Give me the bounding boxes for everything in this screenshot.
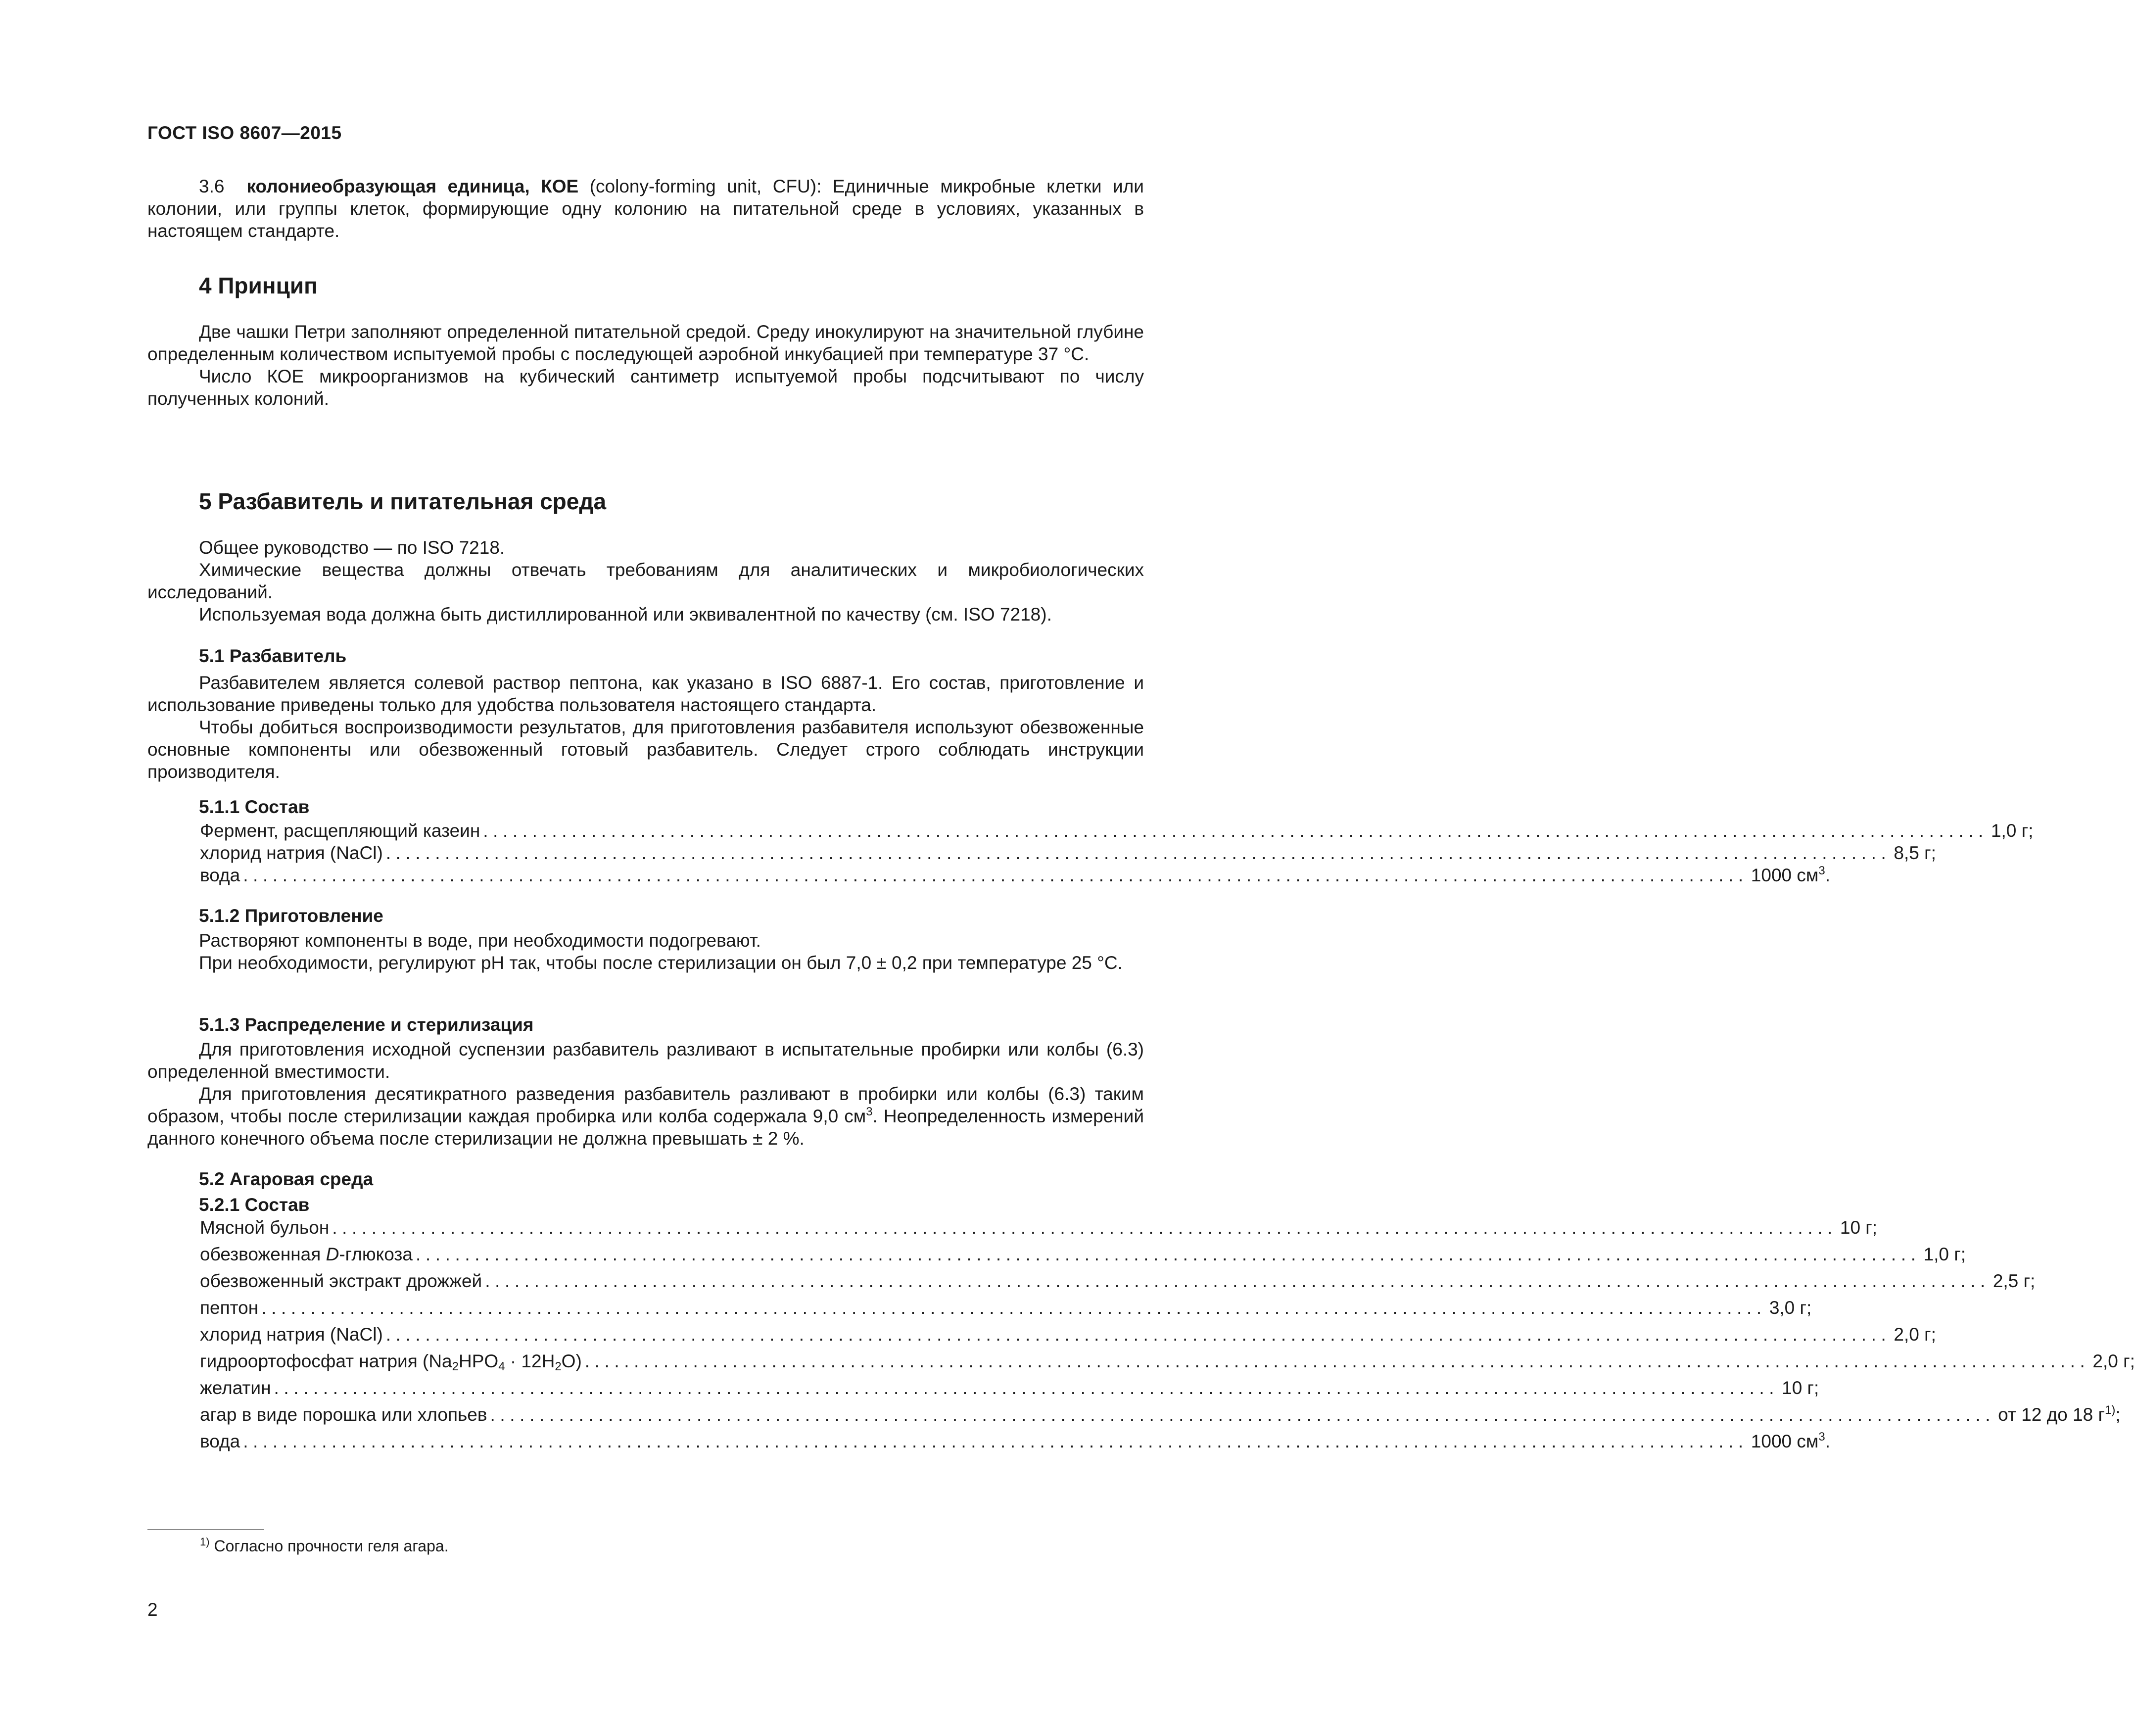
composition-row: [200, 1243, 1966, 1265]
ingredient-name: гидроортофосфат натрия $(Na_2HPO_4 \cdot 12H_2O)$: [200, 1351, 582, 1373]
ingredient-amount: 10 г;: [1782, 1378, 1819, 1398]
composition-row: [200, 1216, 1878, 1239]
leader-dots: .........................................................................................................................................................: [243, 865, 1748, 885]
composition-row: [200, 1377, 1819, 1399]
composition-row: [200, 1403, 2121, 1426]
composition-row: [200, 842, 1936, 864]
ingredient-amount: 10 г;: [1840, 1217, 1878, 1238]
paragraph: Для приготовления исходной суспензии разбавитель разливают в испытательные пробирки или колбы (6.3) определенной вместимости.: [147, 1039, 1144, 1082]
leader-dots: .........................................................................................................................................................: [385, 843, 1891, 863]
ingredient-amount: 2,0 г;: [2092, 1351, 2135, 1371]
section-5-2-title: 5.2 Агаровая среда: [199, 1169, 374, 1189]
footnote-mark: 1): [200, 1536, 210, 1548]
composition-row: [200, 1430, 1830, 1452]
composition-row: [200, 864, 1830, 886]
section-5-title: 5 Разбавитель и питательная среда: [199, 488, 607, 514]
leader-dots: .........................................................................................................................................................: [332, 1217, 1837, 1238]
ingredient-name: хлорид натрия (NaCl): [200, 1324, 383, 1345]
document-header: ГОСТ ISO 8607—2015: [147, 123, 342, 143]
section-5-1-2-body: [147, 929, 1144, 974]
term: колониеобразующая единица, КОЕ: [246, 176, 579, 196]
paragraph: Две чашки Петри заполняют определенной питательной средой. Среду инокулируют на значительной глубине определенным количеством испытуемой пробы с последующей аэробной инкубацией при температуре 37 °С.: [147, 322, 1144, 364]
section-3-6: [147, 175, 1144, 242]
footnote-text: Согласно прочности геля агара.: [209, 1537, 449, 1555]
ingredient-amount: 3,0 г;: [1769, 1298, 1812, 1318]
definition-text: (colony-forming unit, CFU): Единичные микробные клетки или колонии, или группы клеток, формирующие одну колонию на питательной среде в условиях, указанных в настоящем стандарте.: [147, 176, 1144, 241]
paragraph: Число КОЕ микроорганизмов на кубический сантиметр испытуемой пробы подсчитывают по числу полученных колоний.: [147, 366, 1144, 409]
page-number: 2: [147, 1599, 158, 1620]
section-4-body: [147, 321, 1144, 410]
ingredient-amount: 8,5 г;: [1894, 843, 1936, 863]
ingredient-amount: 1000 $см^3$.: [1751, 864, 1830, 885]
ingredient-amount: 1000 $см^3$.: [1751, 1430, 1830, 1451]
ingredient-amount: 2,5 г;: [1993, 1271, 2036, 1291]
composition-row: [200, 820, 2034, 842]
section-4-title: 4 Принцип: [199, 273, 318, 298]
ingredient-amount: от 12 до 18 $г^{1)}$;: [1998, 1403, 2121, 1425]
ingredient-name: вода: [200, 865, 240, 885]
ingredient-name: хлорид натрия (NaCl): [200, 843, 383, 863]
composition-row: [200, 1297, 1812, 1319]
composition-row: [200, 1350, 2135, 1373]
ingredient-amount: 1,0 г;: [1991, 820, 2034, 841]
ingredient-name: вода: [200, 1431, 240, 1451]
ingredient-name: агар в виде порошка или хлопьев: [200, 1404, 487, 1425]
paragraph: Разбавителем является солевой раствор пептона, как указано в ISO 6887-1. Его состав, приготовление и использование приведены только для удобства пользователя настоящего стандарта.: [147, 673, 1144, 715]
ingredient-name: пептон: [200, 1298, 259, 1318]
paragraph: Общее руководство — по ISO 7218.: [199, 537, 505, 558]
section-5-1-body: [147, 672, 1144, 783]
section-5-body: [147, 536, 1144, 626]
paragraph: Для приготовления десятикратного разведения разбавитель разливают в пробирки или колбы (6.3) таким образом, чтобы после стерилизации каждая пробирка или колба содержала 9,0 $см^3$. Неопределенность измерений данного конечного объема после стерилизации не должна превышать ± 2 %.: [147, 1084, 1144, 1149]
leader-dots: .........................................................................................................................................................: [261, 1298, 1766, 1318]
ingredient-amount: 1,0 г;: [1923, 1244, 1966, 1264]
section-5-1-1-title: 5.1.1 Состав: [199, 797, 310, 817]
footnote-separator: [147, 1529, 264, 1530]
section-5-1-title: 5.1 Разбавитель: [199, 646, 347, 666]
leader-dots: .........................................................................................................................................................: [490, 1404, 1995, 1425]
paragraph: Чтобы добиться воспроизводимости результатов, для приготовления разбавителя используют обезвоженные основные компоненты или обезвоженный готовый разбавитель. Следует строго соблюдать инструкции производителя.: [147, 717, 1144, 782]
paragraph: Химические вещества должны отвечать требованиям для аналитических и микробиологических исследований.: [147, 560, 1144, 602]
ingredient-amount: 2,0 г;: [1894, 1324, 1936, 1345]
section-5-2-1-title: 5.2.1 Состав: [199, 1195, 310, 1215]
composition-row: [200, 1270, 2036, 1292]
footnote: [200, 1535, 449, 1557]
leader-dots: .........................................................................................................................................................: [415, 1244, 1921, 1264]
section-5-1-3-body: [147, 1038, 1144, 1150]
section-5-1-3-title: 5.1.3 Распределение и стерилизация: [199, 1014, 534, 1035]
ingredient-name: желатин: [200, 1378, 271, 1398]
leader-dots: .........................................................................................................................................................: [274, 1378, 1779, 1398]
paragraph: При необходимости, регулируют pH так, чтобы после стерилизации он был 7,0 ± 0,2 при температуре 25 °С.: [199, 953, 1123, 973]
term-number: 3.6: [199, 176, 225, 196]
ingredient-name: Мясной бульон: [200, 1217, 330, 1238]
leader-dots: .........................................................................................................................................................: [385, 1324, 1891, 1345]
ingredient-name: обезвоженный экстракт дрожжей: [200, 1271, 482, 1291]
composition-row: [200, 1323, 1936, 1346]
leader-dots: .........................................................................................................................................................: [483, 820, 1988, 841]
section-5-1-2-title: 5.1.2 Приготовление: [199, 906, 383, 926]
footnote-ref: 1): [2104, 1403, 2116, 1417]
leader-dots: .........................................................................................................................................................: [485, 1271, 1990, 1291]
definition-paragraph: [147, 175, 1144, 242]
ingredient-name: обезвоженная D-глюкоза: [200, 1244, 413, 1264]
paragraph: Растворяют компоненты в воде, при необходимости подогревают.: [199, 930, 761, 951]
ingredient-name: Фермент, расщепляющий казеин: [200, 820, 480, 841]
paragraph: Используемая вода должна быть дистиллированной или эквивалентной по качеству (см. ISO 7218).: [199, 604, 1052, 625]
leader-dots: .........................................................................................................................................................: [243, 1431, 1748, 1451]
leader-dots: .........................................................................................................................................................: [584, 1351, 2090, 1371]
